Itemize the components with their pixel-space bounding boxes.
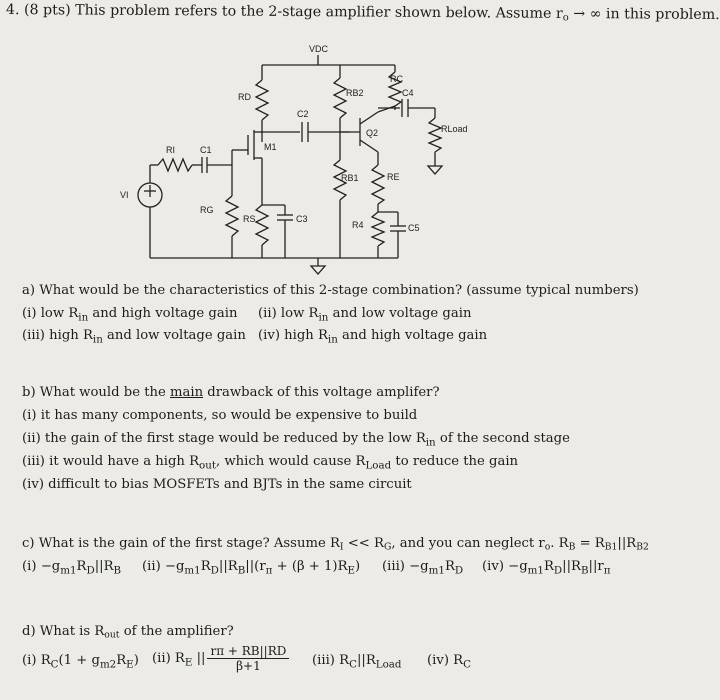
- option-b-i[interactable]: (i) it has many components, so would be expensive to build: [22, 408, 418, 423]
- label-re: RE: [387, 172, 400, 182]
- question-a: a) What would be the characteristics of this 2-stage combination? (assume typical numbers): [22, 283, 639, 298]
- label-ri: RI: [166, 145, 175, 155]
- re-resistor: [372, 165, 384, 204]
- option-c-ii[interactable]: $(ii) -g_{m1}R_D||R_B||(r_\pi + (\beta + 1)R_E)$: [142, 559, 361, 577]
- label-rg: RG: [200, 205, 214, 215]
- option-a-ii[interactable]: (ii) low $R_{in}$ and low voltage gain: [258, 306, 472, 324]
- label-c5: C5: [408, 223, 420, 233]
- option-d-iii[interactable]: (iii) $R_C||R_{Load}$: [312, 653, 402, 671]
- label-c2: C2: [297, 109, 309, 119]
- option-d-iv[interactable]: (iv) $R_C$: [427, 653, 471, 671]
- label-q2: Q2: [366, 128, 379, 138]
- option-a-iii[interactable]: (iii) high $R_{in}$ and low voltage gain: [22, 328, 246, 346]
- question-c: c) What is the gain of the first stage? Assume $R_I << R_G$, and you can neglect $r_o$. $R_B = R_{B1}||R_{B2}$: [22, 536, 649, 553]
- label-c3: C3: [296, 214, 308, 224]
- question-b: b) What would be the main drawback of this voltage amplifer?: [22, 385, 440, 400]
- option-d-ii[interactable]: (ii) $R_E$ || $\frac{r\pi + RB||RD}{\beta+1}$: [152, 645, 289, 672]
- option-b-iv[interactable]: (iv) difficult to bias MOSFETs and BJTs in the same circuit: [22, 477, 412, 492]
- rload-resistor: [429, 118, 441, 152]
- rg-resistor: [226, 196, 238, 236]
- problem-statement: This problem refers to the 2-stage amplifier shown below. Assume r: [75, 2, 563, 22]
- option-d-i[interactable]: (i) $R_C(1 + g_{m2}R_E)$: [22, 653, 139, 671]
- label-r4: R4: [352, 220, 364, 230]
- label-c1: C1: [200, 145, 212, 155]
- label-rs: RS: [243, 214, 256, 224]
- label-c4: C4: [402, 88, 414, 98]
- amplifier-circuit: [0, 0, 654, 280]
- label-rc: RC: [390, 74, 403, 84]
- option-a-i[interactable]: (i) low $R_{in}$ and high voltage gain: [22, 306, 238, 324]
- problem-number: 4.: [5, 2, 20, 19]
- rd-resistor: [256, 80, 268, 120]
- option-b-ii[interactable]: (ii) the gain of the first stage would be reduced by the low $R_{in}$ of the second stage: [22, 431, 570, 449]
- ri-resistor: [158, 159, 192, 171]
- option-c-i[interactable]: $(i) -g_{m1}R_D||R_B$: [22, 559, 122, 577]
- r4-resistor: [372, 212, 384, 246]
- problem-header: 4. (8 pts) This problem refers to the 2-stage amplifier shown below. Assume $r_o$ → ∞ in this problem.: [5, 2, 720, 24]
- label-rb1: RB1: [341, 173, 359, 183]
- problem-points: (8 pts): [23, 2, 71, 19]
- label-vdc: VDC: [309, 44, 329, 54]
- label-rload: RLoad: [441, 124, 468, 134]
- option-a-iv[interactable]: (iv) high $R_{in}$ and high voltage gain: [258, 328, 488, 346]
- label-vi: VI: [120, 190, 129, 200]
- option-c-iii[interactable]: $(iii) -g_{m1}R_D$: [382, 559, 464, 577]
- rs-resistor: [256, 205, 268, 245]
- fraction-numerator: rπ + RB||RD: [207, 645, 289, 659]
- ground-symbol: [311, 266, 325, 274]
- fraction-denominator: β+1: [236, 659, 261, 673]
- option-c-iv[interactable]: $(iv) -g_{m1}R_D||R_B||r_\pi$: [482, 559, 611, 577]
- label-m1: M1: [264, 142, 277, 152]
- rb2-resistor: [334, 78, 346, 118]
- option-b-iii[interactable]: (iii) it would have a high $R_{out}$, which would cause $R_{Load}$ to reduce the gain: [22, 454, 519, 472]
- label-rb2: RB2: [346, 88, 364, 98]
- label-rd: RD: [238, 92, 251, 102]
- fraction: [207, 645, 289, 672]
- question-d: d) What is $R_{out}$ of the amplifier?: [22, 624, 234, 641]
